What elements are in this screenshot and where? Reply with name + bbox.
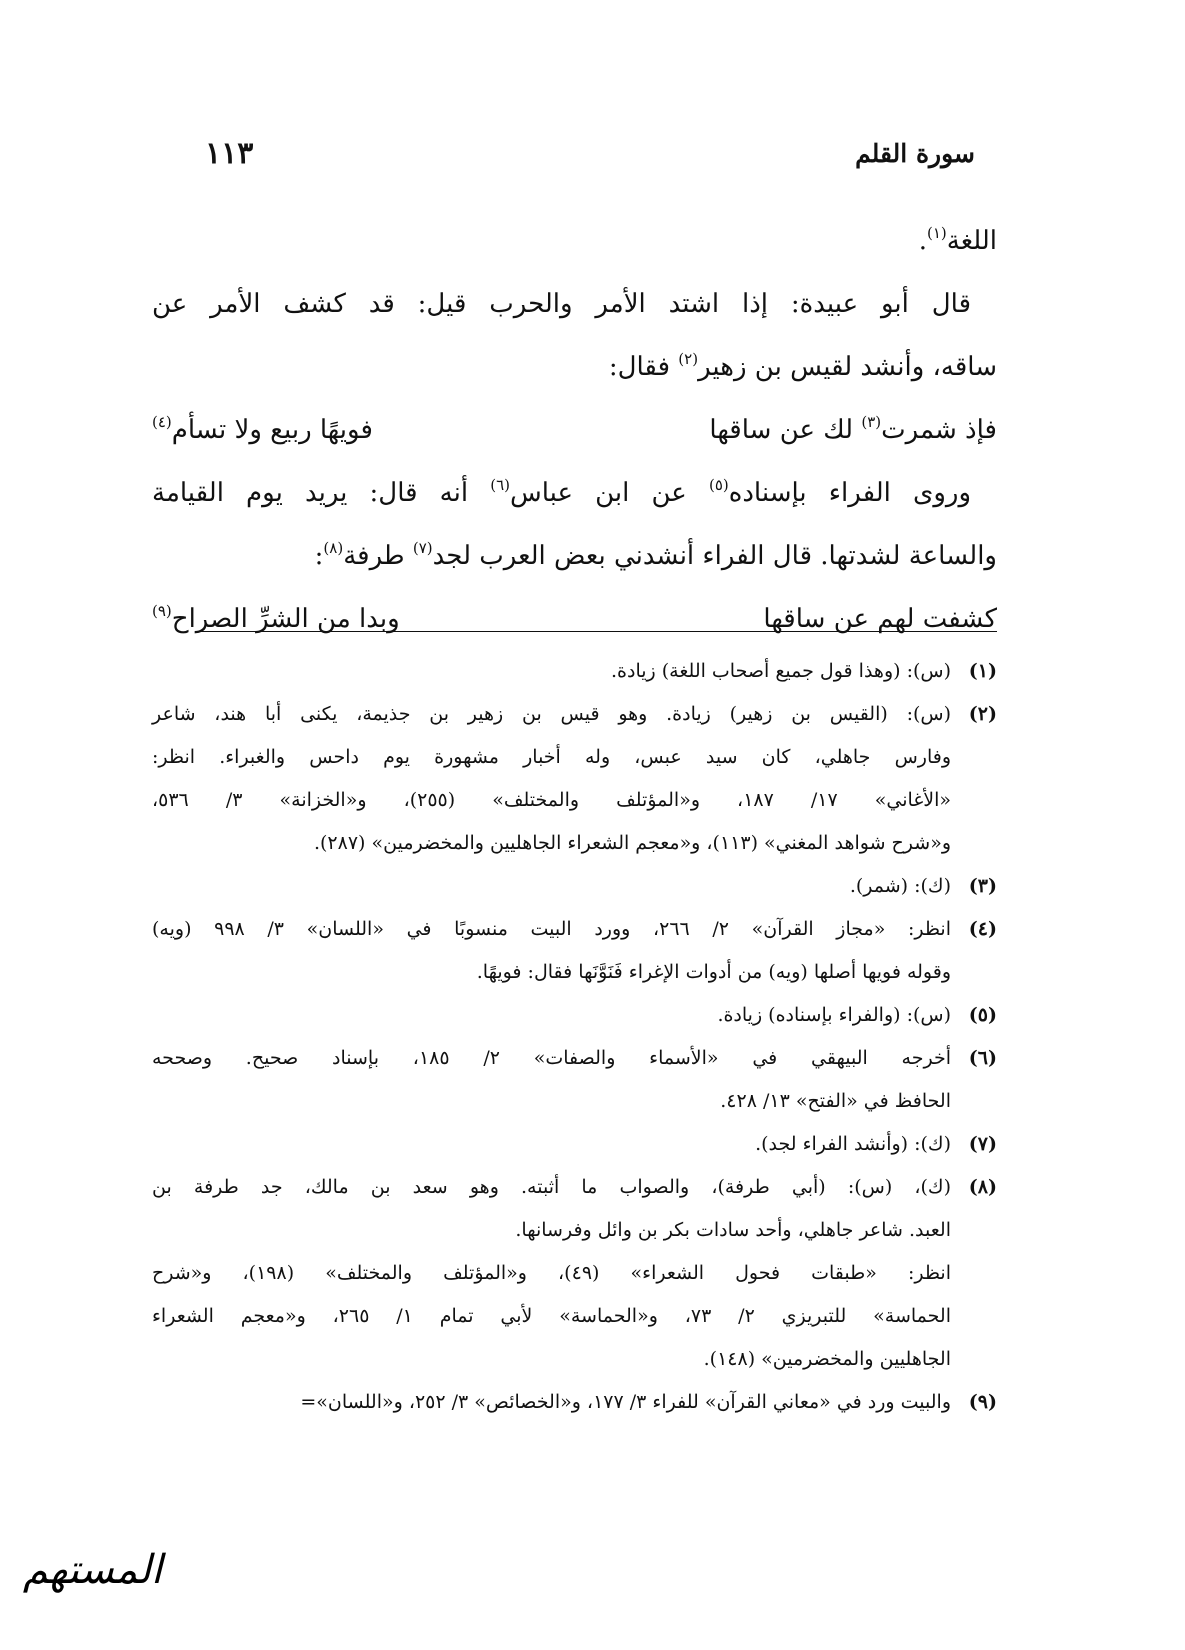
footnotes — [152, 650, 997, 1424]
footnote-5: (٥) (س): (والفراء بإسناده) زيادة. — [717, 1004, 997, 1026]
chapter-title: سورة القلم — [855, 138, 975, 168]
page-number: ١١٣ — [205, 135, 254, 171]
footnote-1: (١) (س): (وهذا قول جميع أصحاب اللغة) زيادة. — [611, 660, 997, 682]
verse-2 — [152, 588, 997, 651]
footnote-4: (٤) انظر: «مجاز القرآن» ٢/ ٢٦٦، وورد البيت منسوبًا في «اللسان» ٣/ ٩٩٨ (ويه) وقوله فويها أصلها (ويه) من أدوات الإغراء فَنَوَّنَها فقال: فويهًا. — [152, 918, 997, 983]
page-header — [205, 128, 975, 178]
footnote-ref: (٢) — [678, 350, 699, 368]
verse-2-first-hemistich: كشفت لهم عن ساقها — [763, 604, 997, 634]
footnote-2: (٢) (س): (القيس بن زهير) زيادة. وهو قيس بن زهير بن جذيمة، يكنى أبا هند، شاعر وفارس جاهلي، كان سيد عبس، وله أخبار مشهورة يوم داحس والغبراء. انظر: «الأغاني» ١٧/ ١٨٧، و«المؤتلف والمختلف» (٢٥٥)، و«الخزانة» ٣/ ٥٣٦، و«شرح شواهد المغني» (١١٣)، و«معجم الشعراء الجاهليين والمخضرمين» (٢٨٧). — [152, 703, 997, 854]
verse-1 — [152, 399, 997, 462]
footnote-ref: (١) — [926, 224, 947, 242]
footnote-divider — [197, 631, 997, 632]
footnote-3: (٣) (ك): (شمر). — [849, 875, 997, 897]
text-line-5: وروى الفراء بإسناده$^{(٥)}$ عن ابن عباس$^{(٦)}$ أنه قال: يريد يوم القيامة — [152, 476, 972, 508]
verse-1-second-hemistich: فويهًا ربيع ولا تسأم$^{(٤)}$ — [152, 413, 373, 445]
footnote-9: (٩) والبيت ورد في «معاني القرآن» للفراء ٣/ ١٧٧، و«الخصائص» ٣/ ٢٥٢، و«اللسان»= — [300, 1391, 997, 1413]
footnote-6: (٦) أخرجه البيهقي في «الأسماء والصفات» ٢/ ١٨٥، بإسناد صحيح. وصححه الحافظ في «الفتح» ١٣/ ٤٢٨. — [152, 1047, 997, 1112]
text-line-6: والساعة لشدتها. قال الفراء أنشدني بعض العرب لجد$^{(٧)}$ طرفة$^{(٨)}$: — [314, 539, 997, 571]
text-line-1: اللغة$^{(١)}$. — [918, 224, 997, 256]
footnote-7: (٧) (ك): (وأنشد الفراء لجد). — [755, 1133, 997, 1155]
publisher-logo: المستهم — [22, 1547, 163, 1593]
verse-1-first-hemistich: فإذ شمرت$^{(٣)}$ لك عن ساقها — [709, 413, 997, 445]
main-text — [152, 210, 997, 651]
text-line-3: ساقه، وأنشد لقيس بن زهير$^{(٢)}$ فقال: — [608, 350, 997, 382]
footnote-8: (٨) (ك)، (س): (أبي طرفة)، والصواب ما أثبته. وهو سعد بن مالك، جد طرفة بن العبد. شاعر جاهلي، وأحد سادات بكر بن وائل وفرسانها. انظر: «طبقات فحول الشعراء» (٤٩)، و«المؤتلف والمختلف» (١٩٨)، و«شرح الحماسة» للتبريزي ٢/ ٧٣، و«الحماسة» لأبي تمام ١/ ٢٦٥، و«معجم الشعراء الجاهليين والمخضرمين» (١٤٨). — [152, 1176, 997, 1370]
verse-2-second-hemistich: وبدا من الشرِّ الصراح$^{(٩)}$ — [152, 602, 400, 634]
text-line-2: قال أبو عبيدة: إذا اشتد الأمر والحرب قيل: قد كشف الأمر عن — [152, 289, 971, 319]
